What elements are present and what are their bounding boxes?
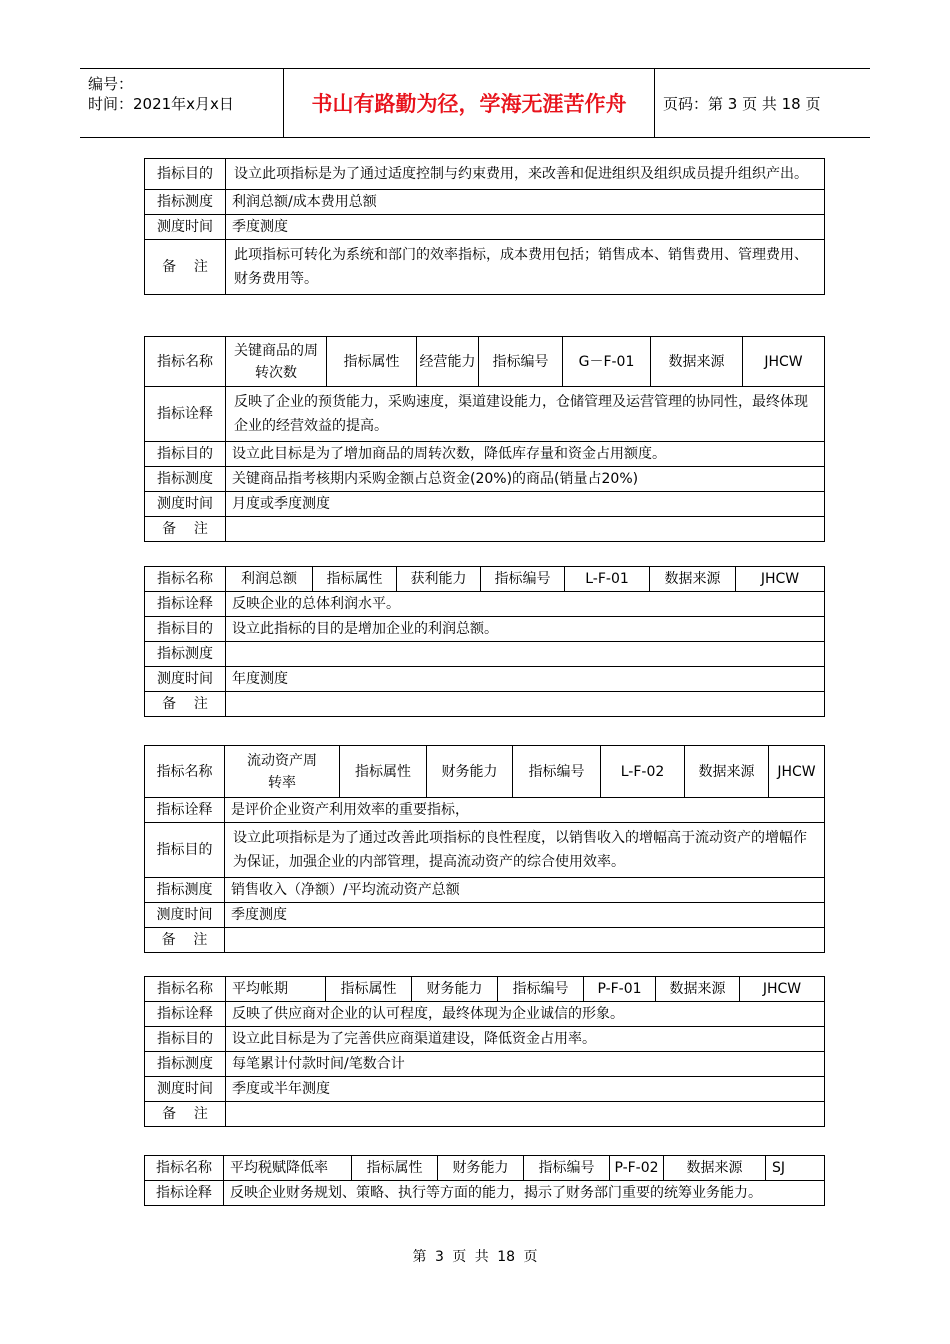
table-row [145,592,825,617]
table-header-row [145,746,825,798]
header-cell: 指标编号 [513,746,601,798]
header-cell: 关键商品的周转次数 [226,337,327,387]
row-value: 关键商品指考核期内采购金额占总资金(20%)的商品(销量占20%) [226,467,825,492]
header-cell: 指标名称 [145,1156,224,1181]
row-value: 反映企业的总体利润水平。 [226,592,825,617]
header-cell: 指标属性 [340,746,427,798]
header-cell: G－F-01 [563,337,651,387]
table-row [145,642,825,667]
row-label: 备 注 [145,692,226,717]
row-value: 季度测度 [226,215,825,240]
row-label: 指标目的 [145,442,226,467]
row-label: 指标目的 [145,617,226,642]
doc-date: 时间：2021年x月x日 [88,95,234,113]
table-row [145,928,825,953]
header-cell: 指标名称 [145,337,226,387]
table-row [145,1102,825,1127]
header-cell: 财务能力 [412,977,498,1002]
table-row [145,190,825,215]
header-cell: 数据来源 [664,1156,766,1181]
table-header-row [145,977,825,1002]
indicator-table-1 [144,158,825,295]
table-row [145,240,825,295]
header-cell: JHCW [769,746,825,798]
row-value: 每笔累计付款时间/笔数合计 [226,1052,825,1077]
row-label: 测度时间 [145,215,226,240]
row-value: 设立此指标的目的是增加企业的利润总额。 [226,617,825,642]
header-cell: 经营能力 [417,337,479,387]
header-cell: 指标属性 [352,1156,438,1181]
table-row [145,823,825,878]
header-cell: P-F-01 [584,977,656,1002]
header-motto: 书山有路勤为径，学海无涯苦作舟 [284,69,655,137]
header-cell: 财务能力 [438,1156,524,1181]
header-cell: 平均帐期 [226,977,326,1002]
row-label: 指标诠释 [145,1181,224,1206]
row-value: 反映了供应商对企业的认可程度，最终体现为企业诚信的形象。 [226,1002,825,1027]
row-label: 指标目的 [145,1027,226,1052]
row-label: 测度时间 [145,1077,226,1102]
table-row [145,798,825,823]
header-cell: L-F-02 [601,746,685,798]
header-cell: 获利能力 [397,567,481,592]
row-value: 年度测度 [226,667,825,692]
table-row [145,878,825,903]
header-cell: JHCW [736,567,825,592]
table-row [145,1181,825,1206]
header-cell: 数据来源 [685,746,769,798]
indicator-table-6 [144,1155,825,1206]
header-cell: 指标编号 [524,1156,610,1181]
indicator-table-3 [144,566,825,717]
header-cell: L-F-01 [565,567,650,592]
header-cell: 流动资产周转率 [225,746,340,798]
row-value: 设立此目标是为了增加商品的周转次数，降低库存量和资金占用额度。 [226,442,825,467]
row-label: 备 注 [145,517,226,542]
row-value [226,517,825,542]
header-meta [80,69,284,137]
row-value: 反映企业财务规划、策略、执行等方面的能力，揭示了财务部门重要的统筹业务能力。 [224,1181,825,1206]
table-header-row [145,1156,825,1181]
row-value: 利润总额/成本费用总额 [226,190,825,215]
header-cell: 数据来源 [651,337,743,387]
table-row [145,1027,825,1052]
row-label: 测度时间 [145,903,225,928]
table-row [145,1077,825,1102]
header-cell: SJ [766,1156,825,1181]
header-cell: 财务能力 [427,746,513,798]
header-cell: 指标编号 [498,977,584,1002]
row-value [225,928,825,953]
row-label: 指标测度 [145,1052,226,1077]
row-label: 指标目的 [145,159,226,190]
row-label: 指标诠释 [145,592,226,617]
header-cell: JHCW [743,337,825,387]
row-label: 备 注 [145,928,225,953]
page-footer: 第 3 页 共 18 页 [412,1249,538,1265]
header-cell: 指标名称 [145,567,226,592]
row-label: 指标诠释 [145,798,225,823]
row-value: 设立此目标是为了完善供应商渠道建设，降低资金占用率。 [226,1027,825,1052]
row-label: 指标诠释 [145,387,226,442]
table-row [145,1002,825,1027]
row-value: 此项指标可转化为系统和部门的效率指标，成本费用包括；销售成本、销售费用、管理费用、财务费用等。 [226,240,825,295]
header-page-info: 页码：第 3 页 共 18 页 [663,94,821,113]
table-row [145,617,825,642]
table-row [145,467,825,492]
row-label: 测度时间 [145,492,226,517]
row-label: 备 注 [145,240,226,295]
table-row [145,692,825,717]
row-value [226,692,825,717]
indicator-table-5 [144,976,825,1127]
header-cell: 指标编号 [479,337,563,387]
row-label: 指标测度 [145,878,225,903]
table-header-row [145,567,825,592]
row-value: 销售收入（净额）/平均流动资产总额 [225,878,825,903]
row-value [226,1102,825,1127]
header-cell: 指标属性 [326,977,412,1002]
doc-number-label: 编号： [88,75,134,93]
row-value: 设立此项指标是为了通过改善此项指标的良性程度，以销售收入的增幅高于流动资产的增幅作为保证，加强企业的内部管理，提高流动资产的综合使用效率。 [225,823,825,878]
indicator-table-4 [144,745,825,953]
row-label: 指标测度 [145,467,226,492]
header-cell: 利润总额 [226,567,313,592]
header-cell: 数据来源 [650,567,736,592]
table-row [145,1052,825,1077]
row-value: 是评价企业资产利用效率的重要指标， [225,798,825,823]
header-cell: JHCW [740,977,825,1002]
header-cell: 指标属性 [313,567,397,592]
table-header-row [145,337,825,387]
header-cell: 数据来源 [656,977,740,1002]
table-row [145,517,825,542]
table-row [145,215,825,240]
row-value: 设立此项指标是为了通过适度控制与约束费用，来改善和促进组织及组织成员提升组织产出。 [226,159,825,190]
row-label: 备 注 [145,1102,226,1127]
table-row [145,903,825,928]
row-label: 测度时间 [145,667,226,692]
header-cell: 指标属性 [327,337,417,387]
page-header [80,68,870,138]
table-row [145,442,825,467]
header-cell: 指标编号 [481,567,565,592]
row-value: 月度或季度测度 [226,492,825,517]
table-row [145,387,825,442]
table-row [145,492,825,517]
row-label: 指标诠释 [145,1002,226,1027]
row-value [226,642,825,667]
row-value: 季度测度 [225,903,825,928]
row-label: 指标测度 [145,642,226,667]
table-row [145,667,825,692]
row-value: 反映了企业的预货能力，采购速度，渠道建设能力，仓储管理及运营管理的协同性，最终体现企业的经营效益的提高。 [226,387,825,442]
row-label: 指标测度 [145,190,226,215]
header-cell: 指标名称 [145,746,225,798]
row-label: 指标目的 [145,823,225,878]
row-value: 季度或半年测度 [226,1077,825,1102]
header-cell: P-F-02 [610,1156,664,1181]
indicator-table-2 [144,336,825,542]
header-cell: 平均税赋降低率 [224,1156,352,1181]
table-row [145,159,825,190]
header-cell: 指标名称 [145,977,226,1002]
